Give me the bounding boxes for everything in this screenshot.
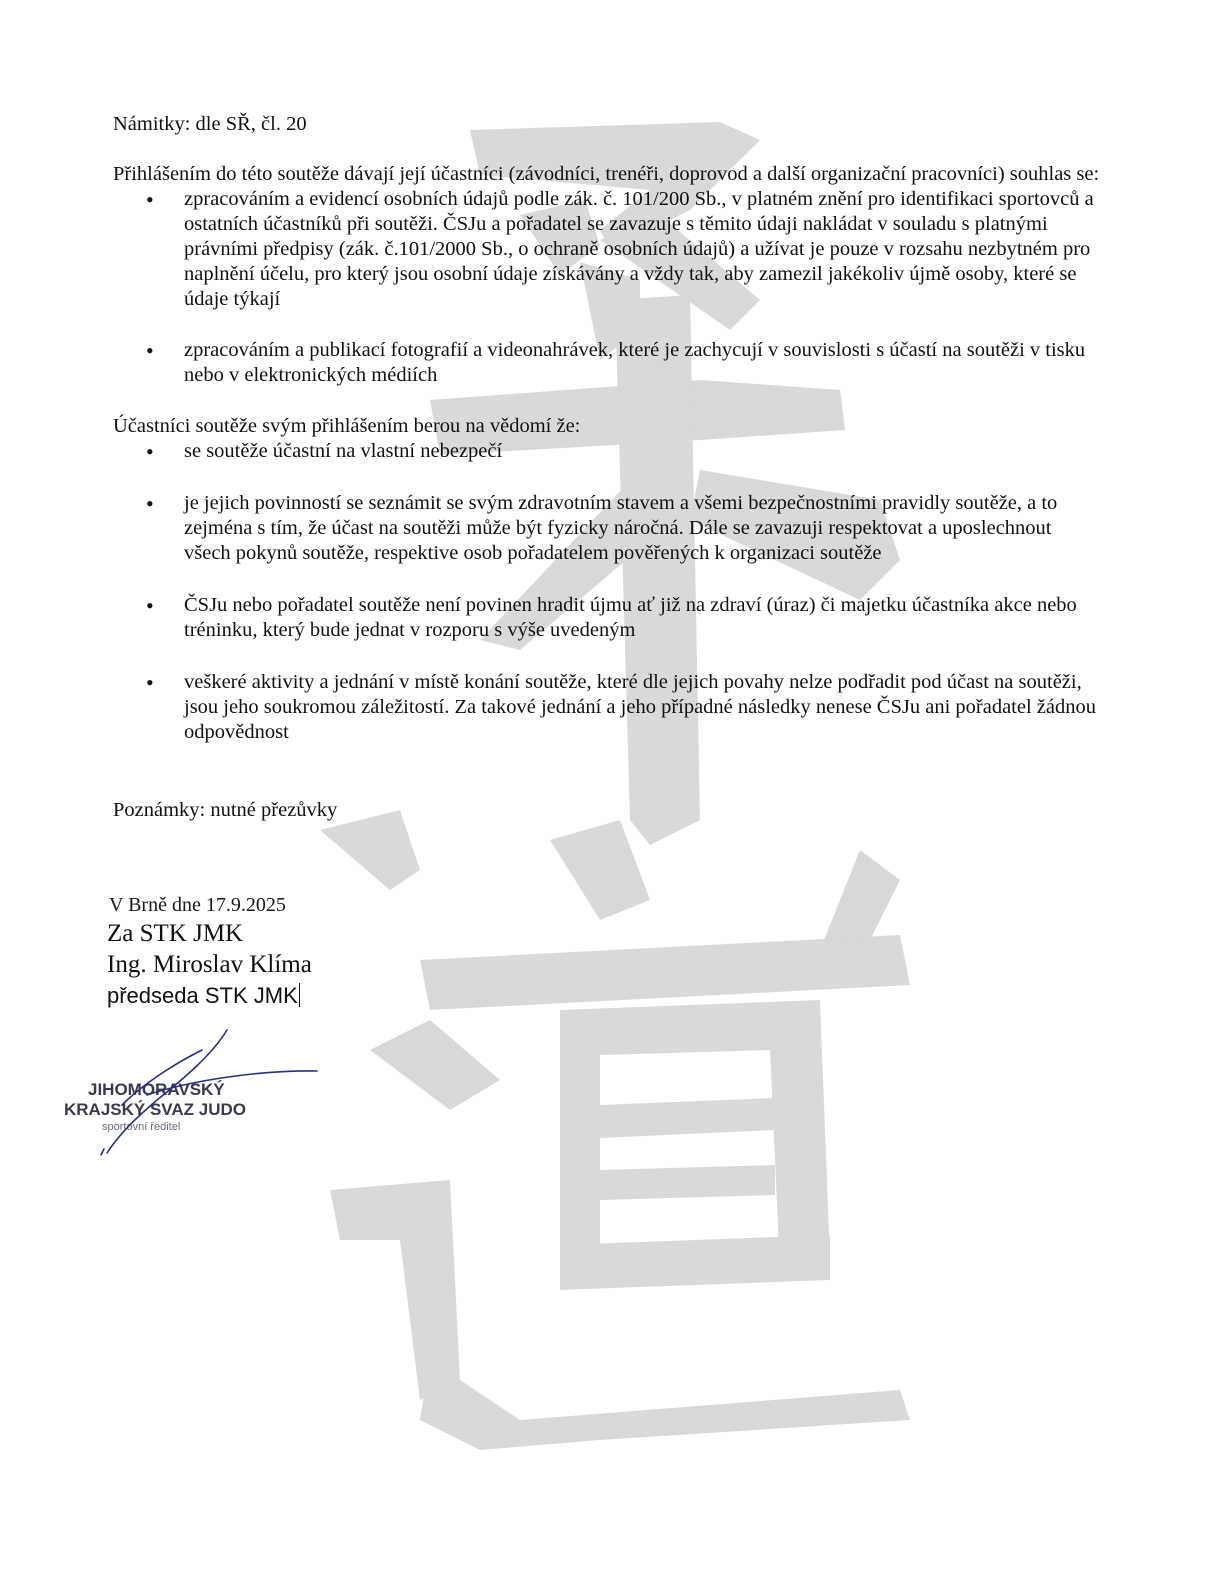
acknowledgement-list [113,439,1103,745]
stamp-line-2: KRAJSKÝ SVAZ JUDO [64,1100,246,1119]
document-body [113,112,1103,823]
signer-role-text: předseda STK JMK [107,983,298,1008]
acknowledgement-intro: Účastníci soutěže svým přihlášením berou na vědomí že: [113,415,581,437]
notes-line: Poznámky: nutné přezůvky [113,799,338,821]
list-item: • veškeré aktivity a jednání v místě konání soutěže, které dle jejich povahy nelze podřadit pod účast na soutěži, jsou jeho soukromou záležitostí. Za takové jednání a jeho případné následky nenese ČSJu ani pořadatel žádnou odpovědnost [113,670,1103,745]
signer-role [107,980,312,1011]
list-item: • se soutěže účastní na vlastní nebezpečí [113,439,1103,464]
objections-line: Námitky: dle SŘ, čl. 20 [113,113,307,135]
signer-name: Ing. Miroslav Klíma [107,951,312,978]
list-item: • je jejich povinností se seznámit se svým zdravotním stavem a všemi bezpečnostními pravidly soutěže, a to zejména s tím, že účast na soutěži může být fyzicky náročná. Dále se zavazuji respektovat a uposlechnout všech pokynů soutěže, respektive osob pořadatelem pověřených k organizaci soutěže [113,491,1103,566]
stamp-line-3: sportovní ředitel [102,1121,181,1133]
list-item: • ČSJu nebo pořadatel soutěže není povinen hradit újmu ať již na zdraví (úraz) či majetku účastníka akce nebo tréninku, který bude jednat v rozporu s výše uvedeným [113,593,1103,643]
stamp-line-1: JIHOMORAVSKÝ [88,1080,225,1099]
consent-intro: Přihlášením do této soutěže dávají její účastníci (závodníci, trenéři, doprovod a další organizační pracovníci) souhlas se: [113,163,1100,185]
list-item: • zpracováním a publikací fotografií a videonahrávek, které je zachycují v souvislosti s účastí na soutěži v tisku nebo v elektronických médiích [113,338,1103,388]
consent-list [113,187,1103,388]
list-item: • zpracováním a evidencí osobních údajů podle zák. č. 101/200 Sb., v platném znění pro identifikaci sportovců a ostatních účastníků při soutěži. ČSJu a pořadatel se zavazuje s těmito údaji nakládat v souladu s platnými právními předpisy (zák. č.101/2000 Sb., o ochraně osobních údajů) a užívat je pouze v rozsahu nezbytném pro naplnění účelu, pro který jsou osobní údaje získávány a vždy tak, aby zamezil jakékoliv újmě osoby, které se údaje týkají [113,187,1103,312]
place-date: V Brně dne 17.9.2025 [109,894,286,916]
text-cursor [299,983,301,1007]
signer-organization: Za STK JMK [107,920,244,947]
signature-block [107,892,312,1011]
official-stamp-icon [52,1025,332,1165]
